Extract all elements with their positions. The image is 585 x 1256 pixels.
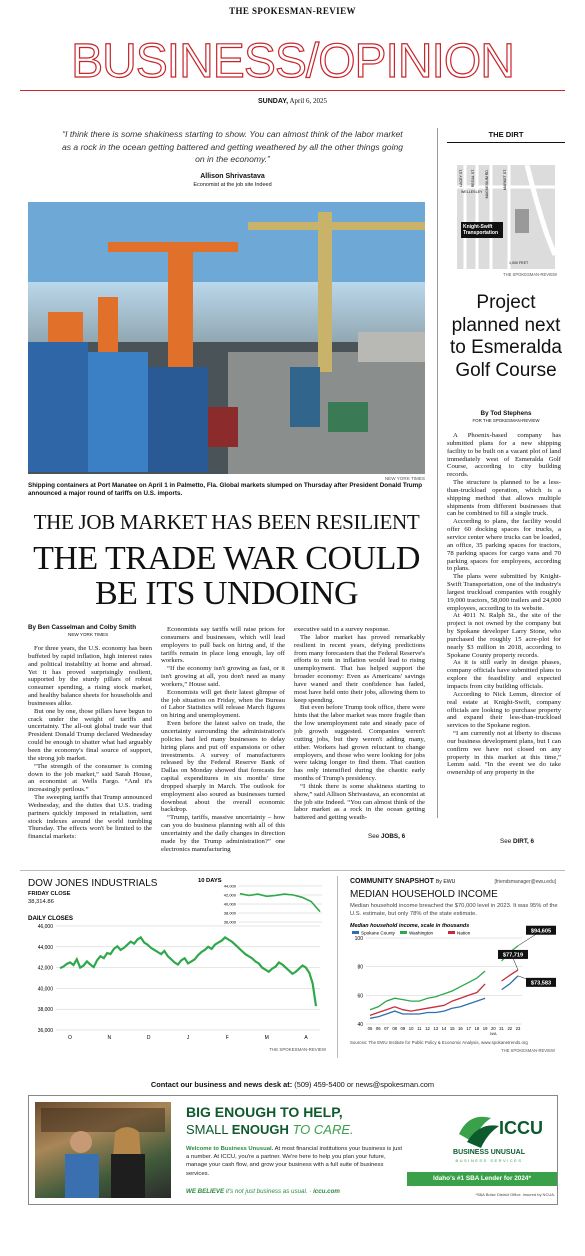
map-label: WELLESLEY xyxy=(461,190,483,194)
story-byline-org: NEW YORK TIMES xyxy=(68,632,109,637)
x-tick-label: 11 xyxy=(417,1026,422,1031)
daily-closes-chart xyxy=(20,912,326,1044)
series-line xyxy=(370,970,518,1016)
story-paragraph: “If the economy isn't growing as fast, or it isn't growing at all, you don't need as many workers,” House said. xyxy=(161,665,285,688)
iccu-ad[interactable] xyxy=(28,1095,558,1205)
legend-label: Washington xyxy=(409,930,434,936)
iccu-fine-print: *SBA Boise District Office. Insured by NCUA. xyxy=(475,1192,555,1197)
story-byline: By Ben Casselman and Colby Smith xyxy=(28,624,137,631)
x-tick-label: J xyxy=(186,1035,190,1041)
x-tick-label: 12 xyxy=(425,1026,430,1031)
story-column-1 xyxy=(28,645,152,841)
chart-title: DAILY CLOSES xyxy=(28,915,74,922)
story-paragraph: Economists will get their latest glimpse of the job situation on Friday, when the Bureau of Labor Statistics will release March figures on hiring and unemployment. xyxy=(161,688,285,720)
community-email[interactable]: [friendsmanager@ewu.edu] xyxy=(494,879,556,885)
jump-see: See xyxy=(368,833,380,840)
ad-tag-bold: WE BELIEVE xyxy=(186,1188,225,1195)
rail-paragraph: A Phoenix-based company has submitted plans for a new shipping facility to be built on a vacant plot of land immediately west of Esmeralda Golf Course, according to city building records. xyxy=(447,432,561,479)
ad-headline-1: BIG ENOUGH TO HELP, xyxy=(186,1104,343,1120)
pull-quote: “I think there is some shakiness starting to show. You can almost think of the labor market as a rock in the ocean getting battered and getting weathered by all the other things going on in the economy.” xyxy=(61,129,404,164)
map-label: MARKET ST. xyxy=(503,169,507,191)
annotation-label: $73,583 xyxy=(530,980,552,987)
story-column-3 xyxy=(294,626,425,822)
community-header-by: By EWU xyxy=(435,879,456,885)
iccu-banner: Idaho's #1 SBA Lender for 2024* xyxy=(407,1172,557,1186)
x-tick-label: 05 xyxy=(367,1026,373,1031)
y-tick-label: 46,000 xyxy=(37,924,53,930)
map-label: REGAL ST. xyxy=(471,169,475,188)
ad-url[interactable]: iccu.com xyxy=(313,1188,340,1195)
contact-email[interactable]: news@spokesman.com xyxy=(355,1080,435,1089)
jump-target: JOBS, 6 xyxy=(380,833,406,840)
y-tick-label: 60 xyxy=(357,993,363,1000)
map-label: LACEY ST. xyxy=(459,169,463,187)
dateline-day: SUNDAY, xyxy=(258,98,289,105)
flag-rule xyxy=(20,90,565,91)
port-photo xyxy=(28,202,425,474)
rail-headline: Project planned next to Esmeralda Golf Course xyxy=(450,292,562,381)
x-tick-label: O xyxy=(68,1035,72,1041)
x-tick-label: A xyxy=(304,1035,308,1041)
dow-friday-value: 38,314.86 xyxy=(28,899,54,905)
map-label: MAGNESIUM RD. xyxy=(485,169,489,199)
charts-divider xyxy=(337,876,338,1058)
ad-h2-small: SMALL xyxy=(186,1122,229,1137)
x-tick-label: 16 xyxy=(458,1026,463,1031)
contact-line xyxy=(0,1080,585,1089)
story-headline: THE TRADE WAR COULD BE ITS UNDOING xyxy=(33,540,420,612)
story-paragraph: executive said in a survey response. xyxy=(294,626,390,633)
y-tick-label: 100 xyxy=(354,936,363,942)
story-jump[interactable] xyxy=(368,833,405,840)
rail-section-title: THE DIRT xyxy=(447,130,565,143)
section-flag: BUSINESS/OPINION xyxy=(71,35,514,88)
legend-swatch xyxy=(352,931,359,934)
x-tick-label: 17 xyxy=(466,1026,472,1031)
ad-headline-2 xyxy=(186,1122,354,1137)
x-tick-label: 10 xyxy=(408,1026,414,1031)
y-tick-label: 44,000 xyxy=(223,883,236,889)
contact-phone[interactable]: (509) 459-5400 xyxy=(294,1080,345,1089)
rail-divider xyxy=(437,128,438,818)
x-tick-label: F xyxy=(225,1035,229,1041)
ad-body-text: At most financial institutions your business is just a number. At ICCU, you're a partner. We're here to help you plan your future, manage your cash flow, and grow your business with a full suite of business services. xyxy=(186,1146,402,1177)
map-credit: THE SPOKESMAN-REVIEW xyxy=(503,272,557,277)
paper-name: THE SPOKESMAN-REVIEW xyxy=(229,6,356,16)
jump-target: DIRT, 6 xyxy=(512,838,534,845)
contact-or: or xyxy=(346,1080,354,1089)
rail-paragraph: At 4011 N. Ralph St., the site of the project is not owned by the company but by Spokane developer Larry Stone, who purchased the roughly 15 acre-plot for nearly $3 million in 2018, according to Spokane County property records. xyxy=(447,612,561,659)
x-tick-label: 20 xyxy=(490,1026,496,1031)
story-paragraph: “I think there is some shakiness starting to show,” said Allison Shrivastava, an economist at the job site Indeed. “You can almost think of the labor market as a rock in the ocean getting battered and getting weath- xyxy=(294,782,425,822)
charts-rule xyxy=(20,870,565,871)
annotation-label: $77,719 xyxy=(502,952,524,959)
y-tick-label: 40 xyxy=(357,1022,363,1028)
x-tick-extra: N/A xyxy=(490,1032,497,1036)
ad-tagline: WE BELIEVE it's not just business as usual. · iccu.com xyxy=(186,1188,340,1195)
x-tick-label: N xyxy=(107,1035,112,1041)
x-tick-label: 06 xyxy=(375,1026,381,1031)
story-paragraph: For three years, the U.S. economy has been buffeted by rapid inflation, high interest rates and political instability at home and abroad. Yet it has proved surprisingly resilient, supported by the sturdy pillars of robust consumer spending, a rising stock market, and healthy balance sheets for households and businesses alike. xyxy=(28,645,152,707)
x-tick-label: 14 xyxy=(441,1026,447,1031)
legend-swatch xyxy=(400,931,407,934)
rail-column xyxy=(447,432,561,777)
map-scale: 1,000 FEET xyxy=(509,261,529,265)
dow-friday-label: FRIDAY CLOSE xyxy=(28,891,71,897)
dow-title: DOW JONES INDUSTRIALS xyxy=(28,878,158,889)
annotation-label: $94,605 xyxy=(530,928,552,935)
y-tick-label: 42,000 xyxy=(37,965,53,972)
community-credit: THE SPOKESMAN-REVIEW xyxy=(501,1048,555,1053)
community-sources: Sources: The EWU Institute for Public Policy & Economic Analysis, www.spokanetrends.org xyxy=(350,1040,528,1045)
map-callout: Knight-Swift Transportation xyxy=(461,222,503,238)
x-tick-label: 22 xyxy=(507,1026,513,1031)
y-tick-label: 40,000 xyxy=(37,986,53,993)
story-column-2 xyxy=(161,626,285,853)
rail-paragraph: According to plans, the facility would offer 60 docking spaces for trucks, a service center where trucks can be loaded, an office, 35 parking spaces for tractors, 78 parking spaces for cargo vans and 70 parking spaces for employees, according to plans. xyxy=(447,518,561,573)
community-header xyxy=(350,878,455,885)
iccu-logo-text: ICCU xyxy=(499,1118,543,1138)
dateline-date: April 6, 2025 xyxy=(289,97,327,105)
x-tick-label: 07 xyxy=(384,1026,389,1031)
series-line xyxy=(370,976,518,1018)
legend-swatch xyxy=(448,931,455,934)
ad-body-lead: Welcome to Business Unusual. xyxy=(186,1146,274,1152)
story-paragraph: “The strength of the consumer is coming down to the job market,” said Sarah House, an economist at Wells Fargo. “And it's increasingly perilous.” xyxy=(28,762,152,794)
community-header-label: COMMUNITY SNAPSHOT xyxy=(350,878,434,885)
x-tick-label: 09 xyxy=(400,1026,406,1031)
rail-paragraph: “I am currently not at liberty to discuss our business development plans, but I can confirm we have not closed on any property in this market at this time,” Lemm said. “In the event we do take ownership of any property in the xyxy=(447,730,561,777)
x-tick-label: M xyxy=(264,1035,269,1041)
ad-h2-care: TO CARE. xyxy=(292,1122,354,1137)
story-paragraph: But even before Trump took office, there were hints that the labor market was more fragile than the low unemployment rate and steady pace of job growth suggested. Companies weren't cutting jobs, but they weren't adding many, either. Workers had grown reluctant to change employers, and those who were looking for jobs were taking longer to find them. That caution has only intensified during the chaotic early months of Trump's presidency. xyxy=(294,704,425,783)
iccu-subtag: BUSINESS SERVICES xyxy=(455,1158,523,1163)
rail-paragraph: According to Nick Lemm, director of real estate at Knight-Swift, company officials are looking to purchase property and expand their less-than-truckload services to the Spokane region. xyxy=(447,690,561,730)
community-subtitle: Median household income breached the $70,000 level in 2023. It was 95% of the U.S. estimate, but only 78% of the state estimate. xyxy=(350,903,558,917)
ad-h2-enough: ENOUGH xyxy=(231,1122,289,1137)
ad-tag-rest: it's not just business as usual. xyxy=(225,1188,308,1195)
rail-jump[interactable] xyxy=(500,838,534,845)
story-paragraph: Economists say tariffs will raise prices for consumers and businesses, which will lead employers to pull back on hiring and, if the tariffs remain in place long enough, lay off workers. xyxy=(161,626,285,665)
y-tick-label: 38,000 xyxy=(223,910,236,916)
ad-body xyxy=(186,1145,404,1178)
x-tick-label: 13 xyxy=(433,1026,439,1031)
x-tick-label: 21 xyxy=(499,1026,504,1031)
y-tick-label: 80 xyxy=(357,964,363,971)
y-tick-label: 42,000 xyxy=(223,892,236,898)
income-chart xyxy=(346,920,558,1038)
pull-quote-name: Allison Shrivastava xyxy=(200,173,265,180)
series-line xyxy=(240,894,320,912)
photo-caption: Shipping containers at Port Manatee on April 1 in Palmetto, Fla. Global markets slumped on Thursday after President Donald Trump announced a major round of tariffs on U.S. imports. xyxy=(28,482,423,497)
rail-paragraph: As it is still early in design phases, company officials have submitted plans to explore the feasibility and expected impacts from city building officials. xyxy=(447,659,561,690)
photo-credit: NEW YORK TIMES xyxy=(384,476,425,481)
legend-label: Spokane County xyxy=(361,930,395,936)
y-tick-label: 44,000 xyxy=(37,944,53,951)
rail-paragraph: The plans were submitted by Knight-Swift Transportation, one of the industry's largest truckload companies with roughly 19,000 tractors, 58,000 trailers and 24,000 employees, according to its website. xyxy=(447,573,561,612)
iccu-tagline: BUSINESS UNUSUAL xyxy=(453,1149,525,1156)
jump-see: See xyxy=(500,838,512,845)
x-tick-label: 08 xyxy=(392,1026,398,1031)
y-tick-label: 36,000 xyxy=(37,1028,53,1034)
rail-byline-org: FOR THE SPOKESMAN-REVIEW xyxy=(472,418,540,423)
story-kicker: THE JOB MARKET HAS BEEN RESILIENT xyxy=(33,510,420,534)
chart-subtitle: Median household income, scale in thousands xyxy=(350,923,470,929)
rail-byline: By Tod Stephens xyxy=(480,410,532,417)
y-tick-label: 38,000 xyxy=(37,1007,53,1014)
community-title: MEDIAN HOUSEHOLD INCOME xyxy=(350,889,498,900)
y-tick-label: 40,000 xyxy=(223,901,236,907)
chart-title: 10 DAYS xyxy=(198,878,222,884)
story-paragraph: The sweeping tariffs that Trump announced Wednesday, and the duties that U.S. trading partners quickly imposed in retaliation, sent stock indexes around the world tumbling Thursday. The effects won't be limited to the financial markets: xyxy=(28,794,152,841)
series-line xyxy=(60,937,316,1006)
story-paragraph: Even before the latest salvo on trade, the uncertainty surrounding the administration's policies had led many businesses to delay hiring plans and put off expansions or other investments. A survey of manufacturers released by the Federal Reserve Bank of Dallas on Monday showed that forecasts for capital expenditures in six months' time dropped sharply in March. The outlook for employment also soured as businesses turned downbeat about the overall economic backdrop. xyxy=(161,720,285,814)
pull-quote-role: Economist at the job site Indeed xyxy=(193,182,272,188)
location-map xyxy=(457,165,555,269)
contact-label: Contact our business and news desk at: xyxy=(150,1080,293,1089)
ad-photo xyxy=(35,1102,171,1198)
x-tick-label: 23 xyxy=(515,1026,521,1031)
dateline xyxy=(0,97,585,105)
x-tick-label: 18 xyxy=(474,1026,480,1031)
x-tick-label: 19 xyxy=(482,1026,488,1031)
x-tick-label: 15 xyxy=(449,1026,455,1031)
x-tick-label: D xyxy=(146,1035,151,1041)
dow-credit: THE SPOKESMAN-REVIEW xyxy=(269,1047,326,1052)
story-paragraph: The labor market has proved remarkably resilient in recent years, defying predictions from many forecasters that the Federal Reserve's efforts to rein in inflation would lead to rising unemployment. That has helped support the broader economy: Even as Americans' savings have waned and their confidence has faded, most have held onto their jobs, allowing them to keep spending. xyxy=(294,633,425,704)
y-tick-label: 36,000 xyxy=(223,919,236,925)
rail-paragraph: The structure is planned to be a less-than-truckload operation, which is a shipping method that allows multiple shipments from different businesses that can be combined to fill a single truck. xyxy=(447,479,561,518)
story-paragraph: But one by one, those pillars have begun to crack under the weight of tariffs and uncertainty. The all-out global trade war that President Donald Trump declared Wednesday could be enough to shatter what had arguably been the economy's final source of support, the strong job market. xyxy=(28,707,152,762)
series-line xyxy=(370,946,518,1010)
legend-label: Nation xyxy=(457,930,471,936)
story-paragraph: “Trump, tariffs, massive uncertainty – how can you do business planning with all of this uncertainty and the daily changes in direction made by the Trump administration?” one electronics manufacturing xyxy=(161,814,285,853)
